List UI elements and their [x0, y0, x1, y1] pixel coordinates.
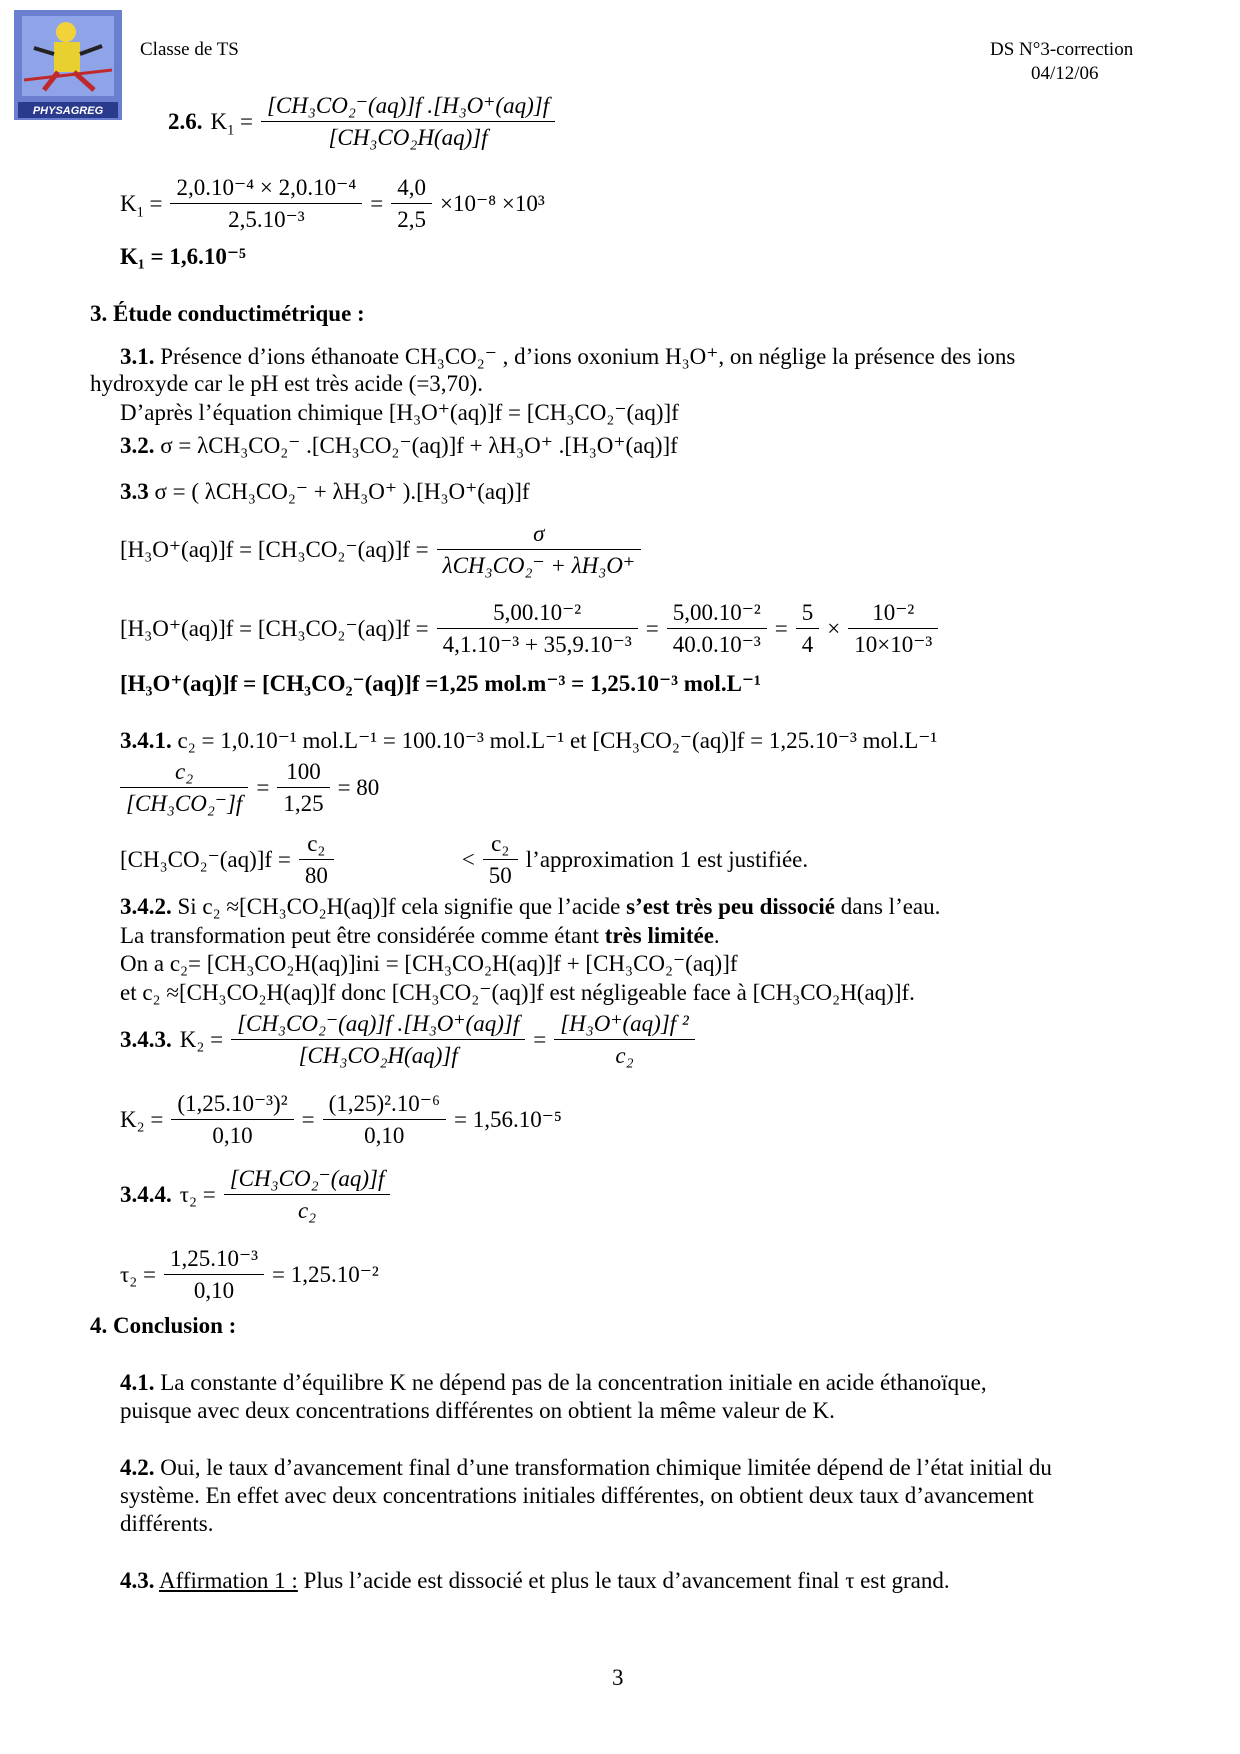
k1-result: K₁ = 1,6.10⁻⁵ — [120, 244, 246, 269]
text-3-1-a: Présence d’ions éthanoate CH₃CO₂⁻ , d’ions oxonium H₃O⁺, on néglige la présence des ions — [160, 344, 1016, 369]
tau-calc-den: 0,10 — [193, 1278, 235, 1303]
nf3-den: 4 — [801, 632, 814, 657]
sigma-num: σ — [437, 520, 641, 550]
para-4-1-line1 — [120, 1369, 987, 1396]
ratio-equation: $\frac{\text{c₂}}{\text{[CH₃CO₂⁻]f}}$ = $\frac{100}{1,25}$ = 80 — [120, 758, 387, 817]
af1-den: 80 — [304, 863, 328, 888]
eq-2-6-calc: $K_1$ = $\frac{\text{2,0.10⁻⁴ × 2,0.10⁻⁴}}{\text{2,5.10⁻³}}$ = $\frac{4,0}{2,5}$ ×10⁻⁸ ×10³ — [120, 175, 545, 232]
t342-2a: La transformation peut être considérée comme étant — [120, 923, 605, 948]
para-3-1-line3: D’après l’équation chimique [H₃O⁺(aq)]f = [CH₃CO₂⁻(aq)]f — [120, 400, 679, 425]
k1-symbol: $K_1$ = — [210, 109, 253, 139]
af2-den: 50 — [488, 863, 512, 888]
eq-3-3-sigma — [120, 520, 649, 579]
text-4-2-a: Oui, le taux d’avancement final d’une transformation chimique limitée dépend de l’état initial du — [160, 1455, 1052, 1480]
num-fraction-4 — [848, 599, 938, 658]
calc-den-1: 2,5.10⁻³ — [228, 207, 305, 232]
calc-num-2: 4,0 — [391, 174, 432, 204]
para-4-2-line1 — [120, 1454, 1052, 1481]
t342-1a: Si c₂ ≈[CH₃CO₂H(aq)]f cela signifie que l’acide — [177, 894, 627, 919]
k2c2-den: 0,10 — [364, 1123, 405, 1148]
k2f1-den: [CH₃CO₂H(aq)]f — [298, 1043, 458, 1068]
less-than: < — [461, 847, 475, 872]
k2-symbol-2: K₂ = — [120, 1107, 164, 1132]
eq-3-4-4-calc — [120, 1245, 387, 1304]
text-3-4-1: c₂ = 1,0.10⁻¹ mol.L⁻¹ = 100.10⁻³ mol.L⁻¹ et [CH₃CO₂⁻(aq)]f = 1,25.10⁻³ mol.L⁻¹ — [177, 728, 938, 753]
calc-fraction-1 — [170, 174, 362, 233]
label-3-4-4: 3.4.4. — [120, 1182, 172, 1207]
af1-num: c₂ — [299, 830, 334, 860]
tau-symbol-2: τ₂ = — [120, 1262, 156, 1287]
label-3-4-1: 3.4.1. — [120, 728, 172, 753]
eq-3-3 — [120, 478, 530, 505]
k1-fraction — [261, 92, 555, 151]
label-4-3: 4.3. — [120, 1568, 155, 1593]
label-3-3: 3.3 — [120, 479, 149, 504]
calc-tail: ×10⁻⁸ ×10³ — [440, 191, 545, 216]
t342-1b: s’est très peu dissocié — [626, 894, 836, 919]
num-fraction-1 — [437, 599, 638, 658]
ratio-fraction-2 — [277, 758, 329, 817]
tau-fraction — [224, 1165, 391, 1224]
sigma-fraction — [437, 520, 641, 579]
t342-1c: dans l’eau. — [835, 894, 941, 919]
nf3-num: 5 — [796, 599, 820, 629]
page-number: 3 — [612, 1665, 624, 1690]
rf1-num: c₂ — [120, 758, 248, 788]
tau-num: [CH₃CO₂⁻(aq)]f — [224, 1165, 391, 1195]
approx-left: [CH₃CO₂⁻(aq)]f = — [120, 847, 291, 872]
text-3-3: σ = ( λCH₃CO₂⁻ + λH₃O⁺ ).[H₃O⁺(aq)]f — [154, 479, 530, 504]
header-date: 04/12/06 — [1031, 63, 1099, 84]
k2-calc-fraction-1 — [171, 1090, 293, 1149]
eq-3-4-4 — [120, 1165, 398, 1224]
nf2-den: 40.0.10⁻³ — [672, 632, 761, 657]
rf1-den: [CH₃CO₂⁻]f — [126, 791, 243, 816]
k2-calc-fraction-2 — [323, 1090, 446, 1149]
nf4-den: 10×10⁻³ — [854, 632, 933, 657]
rf2-num: 100 — [277, 758, 329, 788]
tau-den: c₂ — [297, 1198, 317, 1223]
num-fraction-2 — [667, 599, 767, 658]
rf2-den: 1,25 — [283, 791, 324, 816]
para-4-3 — [120, 1567, 950, 1594]
para-3-4-2-line3: On a c₂= [CH₃CO₂H(aq)]ini = [CH₃CO₂H(aq)]f + [CH₃CO₂⁻(aq)]f — [120, 951, 738, 976]
section-3-heading: 3. Étude conductimétrique : — [90, 301, 365, 326]
k1-numerator: [CH₃CO₂⁻(aq)]f .[H₃O⁺(aq)]f — [261, 92, 555, 122]
header-title: DS N°3-correction — [990, 39, 1134, 60]
label-4-1: 4.1. — [120, 1370, 155, 1395]
nf1-num: 5,00.10⁻² — [437, 599, 638, 629]
eq-3-4-3-calc: K₂ = $\frac{\text{(1,25.10⁻³)²}}{0,10}$ = $\frac{\text{(1,25)².10⁻⁶}}{0,10}$ = 1,56.10⁻⁵ — [120, 1091, 562, 1148]
approx-text: l’approximation 1 est justifiée. — [525, 847, 809, 872]
physagreg-logo — [14, 10, 122, 120]
calc-den-2: 2,5 — [397, 207, 427, 232]
para-3-4-2-line4: et c₂ ≈[CH₃CO₂H(aq)]f donc [CH₃CO₂⁻(aq)]f est négligeable face à [CH₃CO₂H(aq)]f. — [120, 980, 915, 1005]
label-3-2: 3.2. — [120, 433, 155, 458]
sigma-den: λCH₃CO₂⁻ + λH₃O⁺ — [442, 553, 636, 578]
eq-2-6-definition — [168, 92, 563, 151]
para-3-1-line1 — [120, 343, 1015, 370]
num-fraction-3 — [796, 599, 820, 658]
af2-num: c₂ — [483, 830, 518, 860]
eq2-left: [H₃O⁺(aq)]f = [CH₃CO₂⁻(aq)]f = — [120, 616, 429, 641]
para-4-2-line3: différents. — [120, 1511, 214, 1536]
affirmation-label: Affirmation 1 : — [158, 1568, 298, 1593]
label-2-6: 2.6. — [168, 109, 203, 134]
k2-result: = 1,56.10⁻⁵ — [453, 1107, 562, 1132]
tau-calc-fraction — [164, 1245, 264, 1304]
k2f2-num: [H₃O⁺(aq)]f ² — [554, 1010, 695, 1040]
ratio-result: = 80 — [337, 775, 380, 800]
affirmation-text: Plus l’acide est dissocié et plus le taux d’avancement final τ est grand. — [297, 1568, 950, 1593]
nf1-den: 4,1.10⁻³ + 35,9.10⁻³ — [442, 632, 632, 657]
tau-symbol: τ₂ = — [179, 1182, 216, 1207]
header-class: Classe de TS — [140, 39, 239, 60]
eq-3-3-numeric: [H₃O⁺(aq)]f = [CH₃CO₂⁻(aq)]f = $\frac{\text{5,00.10⁻²}}{\text{4,1.10⁻³ + 35,9.10⁻³}}$ = $\frac{\text{5,00.10⁻²}}{\text{40.0.10⁻³}}$ = $\frac{5}{4}$ × $\frac{\text{10⁻²}}{\text{10×10⁻³}}$ — [120, 599, 946, 658]
tau-calc-num: 1,25.10⁻³ — [164, 1245, 264, 1275]
k2c1-num: (1,25.10⁻³)² — [171, 1090, 293, 1120]
eq1-left: [H₃O⁺(aq)]f = [CH₃CO₂⁻(aq)]f = — [120, 537, 429, 562]
svg-text:PHYSAGREG: PHYSAGREG — [32, 105, 104, 117]
approx-fraction-1 — [299, 830, 334, 889]
k2c1-den: 0,10 — [212, 1123, 253, 1148]
k2-symbol: K₂ = — [179, 1027, 224, 1052]
para-4-2-line2: système. En effet avec deux concentrations initiales différentes, on obtient deux taux d’avancement — [120, 1483, 1034, 1508]
calc-fraction-2 — [391, 174, 432, 233]
concentration-result: [H₃O⁺(aq)]f = [CH₃CO₂⁻(aq)]f =1,25 mol.m⁻³ = 1,25.10⁻³ mol.L⁻¹ — [120, 671, 761, 696]
text-3-2: σ = λCH₃CO₂⁻ .[CH₃CO₂⁻(aq)]f + λH₃O⁺ .[H₃O⁺(aq)]f — [160, 433, 678, 458]
k1-denominator: [CH₃CO₂H(aq)]f — [328, 125, 488, 150]
section-4-heading: 4. Conclusion : — [90, 1313, 237, 1338]
nf4-num: 10⁻² — [848, 599, 938, 629]
nf2-num: 5,00.10⁻² — [667, 599, 767, 629]
ratio-fraction-1 — [120, 758, 248, 817]
label-3-1: 3.1. — [120, 344, 155, 369]
eq-3-4-3: 3.4.3. K₂ = $\frac{\text{[CH₃CO₂⁻(aq)]f .[H₃O⁺(aq)]f}}{\text{[CH₃CO₂H(aq)]f}}$ = $\frac{\text{[H₃O⁺(aq)]f ²}}{\text{c₂}}$ — [120, 1010, 703, 1069]
t342-2c: . — [713, 923, 720, 948]
k2-fraction-1 — [231, 1010, 525, 1069]
t342-2b: très limitée — [604, 923, 714, 948]
label-3-4-2: 3.4.2. — [120, 894, 172, 919]
k2c2-num: (1,25)².10⁻⁶ — [323, 1090, 446, 1120]
approximation-line — [120, 830, 816, 889]
para-3-4-1 — [120, 727, 937, 754]
k2f1-num: [CH₃CO₂⁻(aq)]f .[H₃O⁺(aq)]f — [231, 1010, 525, 1040]
tau-result: = 1,25.10⁻² — [272, 1262, 379, 1287]
text-4-1-a: La constante d’équilibre K ne dépend pas de la concentration initiale en acide éthanoïque, — [160, 1370, 987, 1395]
label-3-4-3: 3.4.3. — [120, 1027, 172, 1052]
eq-3-2 — [120, 432, 678, 459]
k2f2-den: c₂ — [615, 1043, 634, 1068]
k1-symbol-2: $K_1$ = — [120, 191, 163, 221]
para-3-4-2-line1 — [120, 893, 940, 920]
label-4-2: 4.2. — [120, 1455, 155, 1480]
calc-num-1: 2,0.10⁻⁴ × 2,0.10⁻⁴ — [170, 174, 362, 204]
para-4-1-line2: puisque avec deux concentrations différentes on obtient la même valeur de K. — [120, 1398, 835, 1423]
para-3-4-2-line2 — [120, 922, 720, 949]
approx-fraction-2 — [483, 830, 518, 889]
para-3-1-line2: hydroxyde car le pH est très acide (=3,70). — [90, 371, 483, 396]
k2-fraction-2 — [554, 1010, 695, 1069]
